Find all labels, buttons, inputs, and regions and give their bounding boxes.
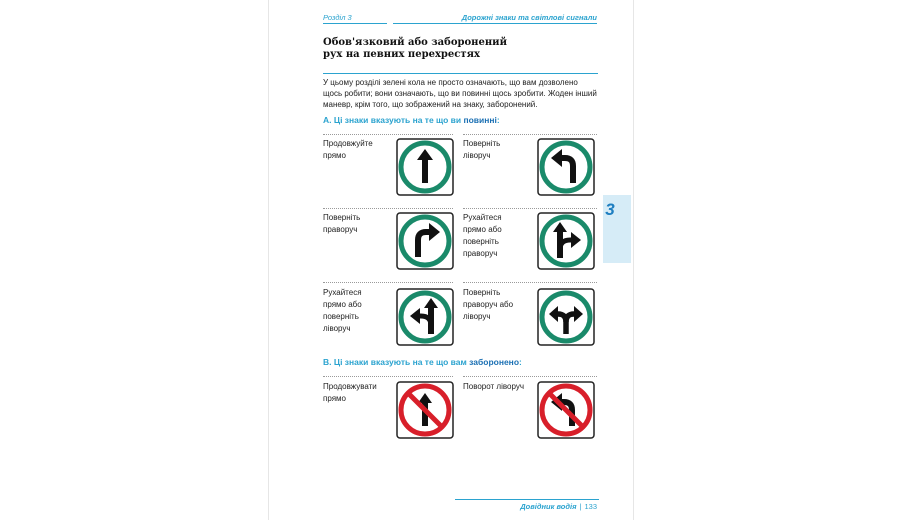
footer xyxy=(455,502,597,511)
chapter-tab-number: 3 xyxy=(605,200,615,219)
sign-label: Рухайтеся прямо або поверніть праворуч xyxy=(463,213,502,258)
footer-separator: | xyxy=(579,502,582,511)
footer-brand: Довідник водія xyxy=(520,502,577,511)
section-b-suffix: : xyxy=(519,357,522,367)
row-divider xyxy=(323,208,453,209)
row-divider xyxy=(463,134,597,135)
sign-label: Рухайтеся прямо або поверніть ліворуч xyxy=(323,288,362,333)
footer-divider xyxy=(455,499,599,500)
sign-label: Продовжувати прямо xyxy=(323,382,377,403)
row-divider xyxy=(463,376,597,377)
section-b-prefix: B. Ці знаки вказують на те що вам xyxy=(323,357,470,367)
no-straight-icon xyxy=(396,381,454,439)
section-a-heading xyxy=(323,115,599,125)
section-b-heading xyxy=(323,357,599,367)
sign-label: Поворот ліворуч xyxy=(463,382,524,391)
page-title: Обов'язковий або заборонений рух на певних перехрестях xyxy=(323,37,507,60)
sign-label: Продовжуйте прямо xyxy=(323,139,373,160)
row-divider xyxy=(323,282,453,283)
row-divider xyxy=(463,208,597,209)
left-turn-arrow-icon xyxy=(537,138,595,196)
page-number: 133 xyxy=(584,502,597,511)
intro-paragraph: У цьому розділі зелені кола не просто означають, що вам дозволено щось робити; вони означають, що ви повинні щось зробити. Жоден інший маневр, крім того, що зображений на знаку, заборонений. xyxy=(323,78,597,109)
title-divider xyxy=(323,73,598,74)
no-left-turn-icon xyxy=(537,381,595,439)
row-divider xyxy=(463,282,597,283)
section-a-prefix: A. Ці знаки вказують на те що ви xyxy=(323,115,464,125)
sign-label: Поверніть праворуч або ліворуч xyxy=(463,288,514,321)
header-section: Розділ 3 xyxy=(323,13,387,24)
header-chapter: Дорожні знаки та світлові сигнали xyxy=(393,13,597,24)
section-b-emphasis: заборонено xyxy=(469,357,520,367)
left-or-right-arrow-icon xyxy=(537,288,595,346)
section-a-emphasis: повинні xyxy=(463,115,497,125)
row-divider xyxy=(323,376,453,377)
section-a-suffix: : xyxy=(496,115,500,125)
sign-label: Поверніть праворуч xyxy=(323,213,361,234)
row-divider xyxy=(323,134,453,135)
straight-or-right-arrow-icon xyxy=(537,212,595,270)
sign-label: Поверніть ліворуч xyxy=(463,139,501,160)
straight-arrow-icon xyxy=(396,138,454,196)
straight-or-left-arrow-icon xyxy=(396,288,454,346)
right-turn-arrow-icon xyxy=(396,212,454,270)
